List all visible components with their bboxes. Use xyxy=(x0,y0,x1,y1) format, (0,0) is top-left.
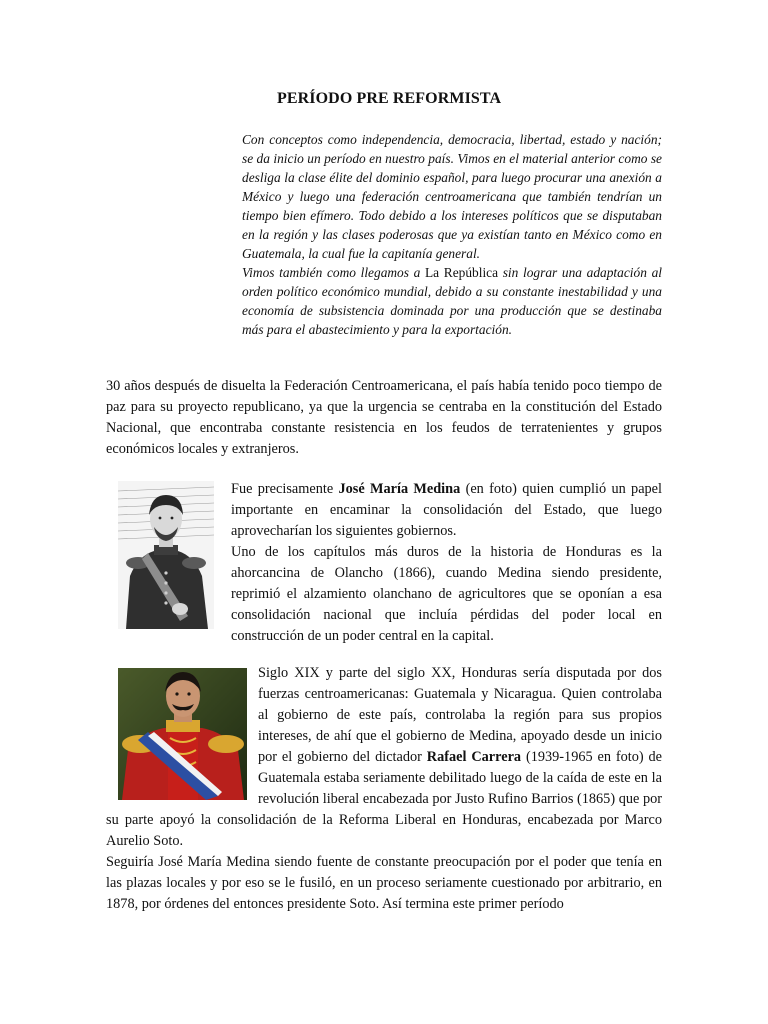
paragraph-federation-text: 30 años después de disuelta la Federación Centroamericana, el país había tenido poco tiempo de paz para su proyecto republicano, ya que la urgencia se centraba en la constitución del Estado Nacional, que encontraba constante resistencia en los feudos de terratenientes y grupos económicos locales y extranjeros. xyxy=(106,378,662,457)
paragraph-medina-before: Fue precisamente xyxy=(231,481,339,497)
image-wrap-spacer xyxy=(106,663,258,809)
intro-p2-after: sin lograr una adaptación al orden político económico mundial, debido a su constante inestabilidad y una economía de subsistencia dominada por una producción que se destinaba más para el abastecimiento y para la exportación. xyxy=(242,265,662,337)
intro-quote xyxy=(242,130,662,339)
paragraph-olancho: Uno de los capítulos más duros de la historia de Honduras es la ahorcancina de Olancho (1866), cuando Medina siendo presidente, reprimió el alzamiento olanchano de agricultores que se oponían a esa consolidación nacional que incluía pérdidas del poder local en construcción de un poder central en la capital. xyxy=(231,544,662,644)
paragraph-federation xyxy=(106,376,662,460)
intro-paragraph-1: Con conceptos como independencia, democracia, libertad, estado y nación; se da inicio un período en nuestro país. Vimos en el material anterior como se desliga la clase élite del dominio español, para luego procurar una anexión a México y luego una federación centroamericana que también tendrían un tiempo bien efímero. Todo debido a los intereses políticos que se disputaban en la región y las clases poderosas que ya existían tanto en México como en Guatemala, la cual fue la capitanía general. xyxy=(242,132,662,261)
page-title: PERÍODO PRE REFORMISTA xyxy=(277,90,502,107)
paragraph-medina-first xyxy=(231,479,662,542)
paragraph-carrera-before: Siglo XIX y parte del siglo XX, Honduras sería disputada por dos fuerzas centroamericanas: Guatemala y Nicaragua. Quien controlaba al gobierno de este país, controlaba la región para sus propios intereses, de ahí que el gobierno de Medina, apoyado desde un inicio por el gobierno del dictador xyxy=(258,665,662,765)
medina-name: José María Medina xyxy=(338,481,461,497)
paragraph-medina xyxy=(231,479,662,647)
intro-p2-highlight: La República xyxy=(424,265,499,280)
intro-p2-before: Vimos también como llegamos a xyxy=(242,265,425,280)
paragraph-carrera xyxy=(106,663,662,915)
medina-portrait-image xyxy=(118,481,214,629)
carrera-name: Rafael Carrera xyxy=(426,749,522,765)
paragraph-execution: Seguiría José María Medina siendo fuente de constante preocupación por el poder que tenía en las plazas locales y por eso se le fusiló, en un proceso seriamente cuestionado por arbitrario, en 1878, por órdenes del entonces presidente Soto. Así termina este primer período xyxy=(106,854,662,912)
paragraph-carrera-after: (1939-1965 en foto) de Guatemala estaba seriamente debilitado luego de la caída de este en la revolución liberal encabezada por Justo Rufino Barrios (1865) que por su parte apoyó la consolidación de la Reforma Liberal en Honduras, encabezada por Marco Aurelio Soto. xyxy=(106,749,662,849)
intro-paragraph-2 xyxy=(242,263,662,339)
paragraph-medina-after: (en foto) quien cumplió un papel importante en encaminar la consolidación del Estado, que luego aprovecharían los siguientes gobiernos. xyxy=(231,481,663,539)
